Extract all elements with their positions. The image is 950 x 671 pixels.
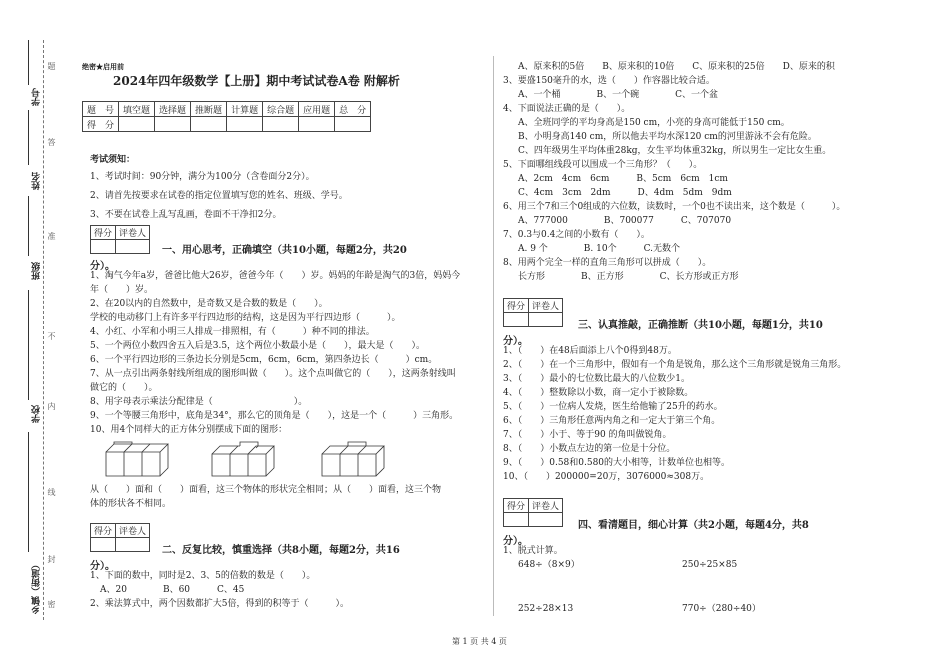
score-cell[interactable] <box>299 117 335 132</box>
grader-score-label: 得分 <box>504 299 529 313</box>
question-line: 1、淘气今年a岁，爸爸比他大26岁，爸爸今年（ ）岁。妈妈的年龄是淘气的3倍，妈妈今 <box>90 271 461 281</box>
question-line: 1、下面的数中，同时是2、3、5的倍数的数是（ ）。 <box>90 571 316 581</box>
section1-title: 一、用心思考，正确填空（共10小题，每题2分，共20 <box>162 245 407 256</box>
notice-item: 2、请首先按要求在试卷的指定位置填写您的姓名、班级、学号。 <box>90 191 348 201</box>
question-line: A、一个桶 B、一个碗 C、一个盆 <box>518 90 719 100</box>
grader-score-cell[interactable] <box>91 240 116 254</box>
section3-title: 三、认真推敲，正确推断（共10小题，每题1分，共10 <box>578 320 823 331</box>
seal-mark: 线 <box>47 488 56 496</box>
section2-title: 二、反复比较，慎重选择（共8小题，每题2分，共16 <box>162 545 400 556</box>
grader-box <box>90 523 150 552</box>
question-line: 学校的电动移门上有许多平行四边形的结构，这是因为平行四边形（ ）。 <box>90 313 401 323</box>
class-label: 班级 <box>32 262 42 280</box>
question-line: 10、用4个同样大的正方体分别摆成下面的图形： <box>90 425 288 435</box>
grader-score-label: 得分 <box>91 226 116 240</box>
page-title: 2024年四年级数学【上册】期中考试试卷A卷 附解析 <box>113 74 400 88</box>
question-line: 2、乘法算式中，两个因数都扩大5倍，得到的积等于（ ）。 <box>90 599 349 609</box>
section3-title-cont: 分）。 <box>503 336 528 347</box>
score-table <box>82 101 371 132</box>
question-line: A、777000 B、700077 C、707070 <box>518 216 732 226</box>
township-underline <box>28 432 29 552</box>
school-underline <box>28 290 29 400</box>
cube-figure-2 <box>212 442 274 476</box>
question-line: 5、下面哪组线段可以围成一个三角形？（ ）。 <box>503 160 703 170</box>
question-line: 5、（ ）一位病人发烧，医生给他输了25升的药水。 <box>503 402 723 412</box>
question-line: C、4cm 3cm 2dm D、4dm 5dm 9dm <box>518 188 732 198</box>
score-table-header-row <box>83 102 371 117</box>
grader-score-cell[interactable] <box>504 513 529 527</box>
school-label: 学校 <box>32 405 42 423</box>
table-cell: 综合题 <box>263 102 299 117</box>
question-line: A、20 B、60 C、45 <box>100 585 245 595</box>
question-line: 体的形状各不相同。 <box>90 499 172 509</box>
seal-mark: 内 <box>47 402 56 410</box>
question-line: 4、（ ）整数除以小数，商一定小于被除数。 <box>503 388 694 398</box>
grader-score-cell[interactable] <box>91 538 116 552</box>
question-line: 7、0.3与0.4之间的小数有（ ）。 <box>503 230 650 240</box>
question-line: 7、从一点引出两条射线所组成的图形叫做（ ）。这个点叫做它的（ ），这两条射线叫 <box>90 369 456 379</box>
question-line: A. 9 个 B. 10个 C.无数个 <box>518 244 681 254</box>
grader-score-label: 得分 <box>504 499 529 513</box>
table-cell: 推断题 <box>191 102 227 117</box>
question-line: A、2cm 4cm 6cm B、5cm 6cm 1cm <box>518 174 728 184</box>
notice-item: 3、不要在试卷上乱写乱画，卷面不干净扣2分。 <box>90 210 282 220</box>
score-cell[interactable] <box>155 117 191 132</box>
column-divider <box>493 56 494 616</box>
name-label: 姓名 <box>32 172 42 190</box>
seal-mark: 密 <box>47 600 56 608</box>
question-line: C、四年级男生平均体重28kg，女生平均体重32kg，所以男生一定比女生重。 <box>518 146 832 156</box>
question-line: A、原来积的5倍 B、原来积的10倍 C、原来积的25倍 D、原来的积 <box>518 62 835 72</box>
cube-figures <box>100 440 480 480</box>
question-line: 10、（ ）200000=20万，3076000≈308万。 <box>503 472 710 482</box>
question-line: 4、下面说法正确的是（ ）。 <box>503 104 631 114</box>
table-cell: 填空题 <box>119 102 155 117</box>
grader-reviewer-cell[interactable] <box>116 240 150 254</box>
grader-reviewer-cell[interactable] <box>529 313 563 327</box>
calc-expression: 250÷25×85 <box>682 560 738 570</box>
table-cell: 计算题 <box>227 102 263 117</box>
score-table-score-row <box>83 117 371 132</box>
grader-box <box>90 225 150 254</box>
question-line: 5、一个两位小数四舍五入后是3.5，这个两位小数最小是（ ），最大是（ ）。 <box>90 341 426 351</box>
question-line: 9、一个等腰三角形中，底角是34°，那么它的顶角是（ ），这是一个（ ）三角形。 <box>90 411 459 421</box>
question-line: 9、（ ）0.58和0.580的大小相等，计数单位也相等。 <box>503 458 731 468</box>
question-line: A、全班同学的平均身高是150 cm，小亮的身高可能低于150 cm。 <box>518 118 790 128</box>
question-line: 年（ ）岁。 <box>90 285 154 295</box>
grader-score-label: 得分 <box>91 524 116 538</box>
student-id-underline <box>28 40 29 85</box>
cube-figure-1 <box>106 442 168 476</box>
seal-mark: 封 <box>47 555 56 563</box>
calc-expression: 252÷28×13 <box>518 604 574 614</box>
grader-box <box>503 298 563 327</box>
calc-expression: 648÷（8×9） <box>518 560 580 570</box>
seal-mark: 不 <box>47 332 56 340</box>
name-underline <box>28 110 29 165</box>
grader-reviewer-label: 评卷人 <box>529 499 563 513</box>
question-line: 6、一个平行四边形的三条边长分别是5cm，6cm，6cm，第四条边长（ ）cm。 <box>90 355 438 365</box>
section1-title-cont: 分）。 <box>90 261 115 272</box>
grader-reviewer-label: 评卷人 <box>116 226 150 240</box>
cube-figure-3 <box>322 442 384 476</box>
table-cell: 总 分 <box>335 102 371 117</box>
question-line: 6、用三个7和三个0组成的六位数，读数时，一个0也不读出来，这个数是（ ）。 <box>503 202 846 212</box>
class-underline <box>28 196 29 256</box>
question-line: 从（ ）面和（ ）面看，这三个物体的形状完全相同；从（ ）面看，这三个物 <box>90 485 442 495</box>
question-line: 2、在20以内的自然数中，是奇数又是合数的数是（ ）。 <box>90 299 328 309</box>
notice-title: 考试须知： <box>90 155 136 165</box>
score-cell[interactable] <box>191 117 227 132</box>
table-cell: 应用题 <box>299 102 335 117</box>
grader-reviewer-cell[interactable] <box>529 513 563 527</box>
question-line: 1、（ ）在48后面添上八个0得到48万。 <box>503 346 677 356</box>
secret-mark: 绝密★启用前 <box>82 62 124 71</box>
question-line: 3、要盛150毫升的水，选（ ）作容器比较合适。 <box>503 76 715 86</box>
student-id-label: 学号 <box>32 88 42 106</box>
score-cell[interactable] <box>335 117 371 132</box>
notice-item: 1、考试时间：90分钟，满分为100分（含卷面分2分）。 <box>90 172 315 182</box>
question-line: 8、（ ）小数点左边的第一位是十分位。 <box>503 444 676 454</box>
question-line: 8、用字母表示乘法分配律是（ ）。 <box>90 397 308 407</box>
section4-title: 四、看清题目，细心计算（共2小题，每题4分，共8 <box>578 520 809 531</box>
section2-title-cont: 分）。 <box>90 561 115 572</box>
seal-mark: 题 <box>47 62 56 70</box>
score-cell[interactable] <box>263 117 299 132</box>
score-cell[interactable] <box>119 117 155 132</box>
question-line: B、小明身高140 cm，所以他去平均水深120 cm的河里游泳不会有危险。 <box>518 132 817 142</box>
question-line: 1、脱式计算。 <box>503 546 563 556</box>
question-line: 4、小红、小军和小明三人排成一排照相，有（ ）种不同的排法。 <box>90 327 375 337</box>
table-cell: 得 分 <box>83 117 119 132</box>
grader-reviewer-label: 评卷人 <box>116 524 150 538</box>
question-line: 长方形 B、正方形 C、长方形或正方形 <box>518 272 739 282</box>
section4-title-cont: 分）。 <box>503 536 528 547</box>
table-cell: 选择题 <box>155 102 191 117</box>
question-line: 做它的（ ）。 <box>90 383 158 393</box>
calc-expression: 770÷（280÷40） <box>682 604 761 614</box>
binding-dashed-line <box>43 40 44 620</box>
grader-reviewer-label: 评卷人 <box>529 299 563 313</box>
table-cell: 题 号 <box>83 102 119 117</box>
page-number: 第 1 页 共 4 页 <box>452 637 507 646</box>
township-label: 乡镇（街道） <box>32 560 42 614</box>
question-line: 7、（ ）小于、等于90 的角叫做锐角。 <box>503 430 672 440</box>
seal-mark: 答 <box>47 138 56 146</box>
grader-reviewer-cell[interactable] <box>116 538 150 552</box>
score-cell[interactable] <box>227 117 263 132</box>
grader-box <box>503 498 563 527</box>
question-line: 6、（ ）三角形任意两内角之和一定大于第三个角。 <box>503 416 721 426</box>
seal-mark: 准 <box>47 232 56 240</box>
question-line: 3、（ ）最小的七位数比最大的八位数少1。 <box>503 374 690 384</box>
question-line: 2、（ ）在一个三角形中，假如有一个角是锐角，那么这个三角形就是锐角三角形。 <box>503 360 847 370</box>
question-line: 8、用两个完全一样的直角三角形可以拼成（ ）。 <box>503 258 712 268</box>
grader-score-cell[interactable] <box>504 313 529 327</box>
